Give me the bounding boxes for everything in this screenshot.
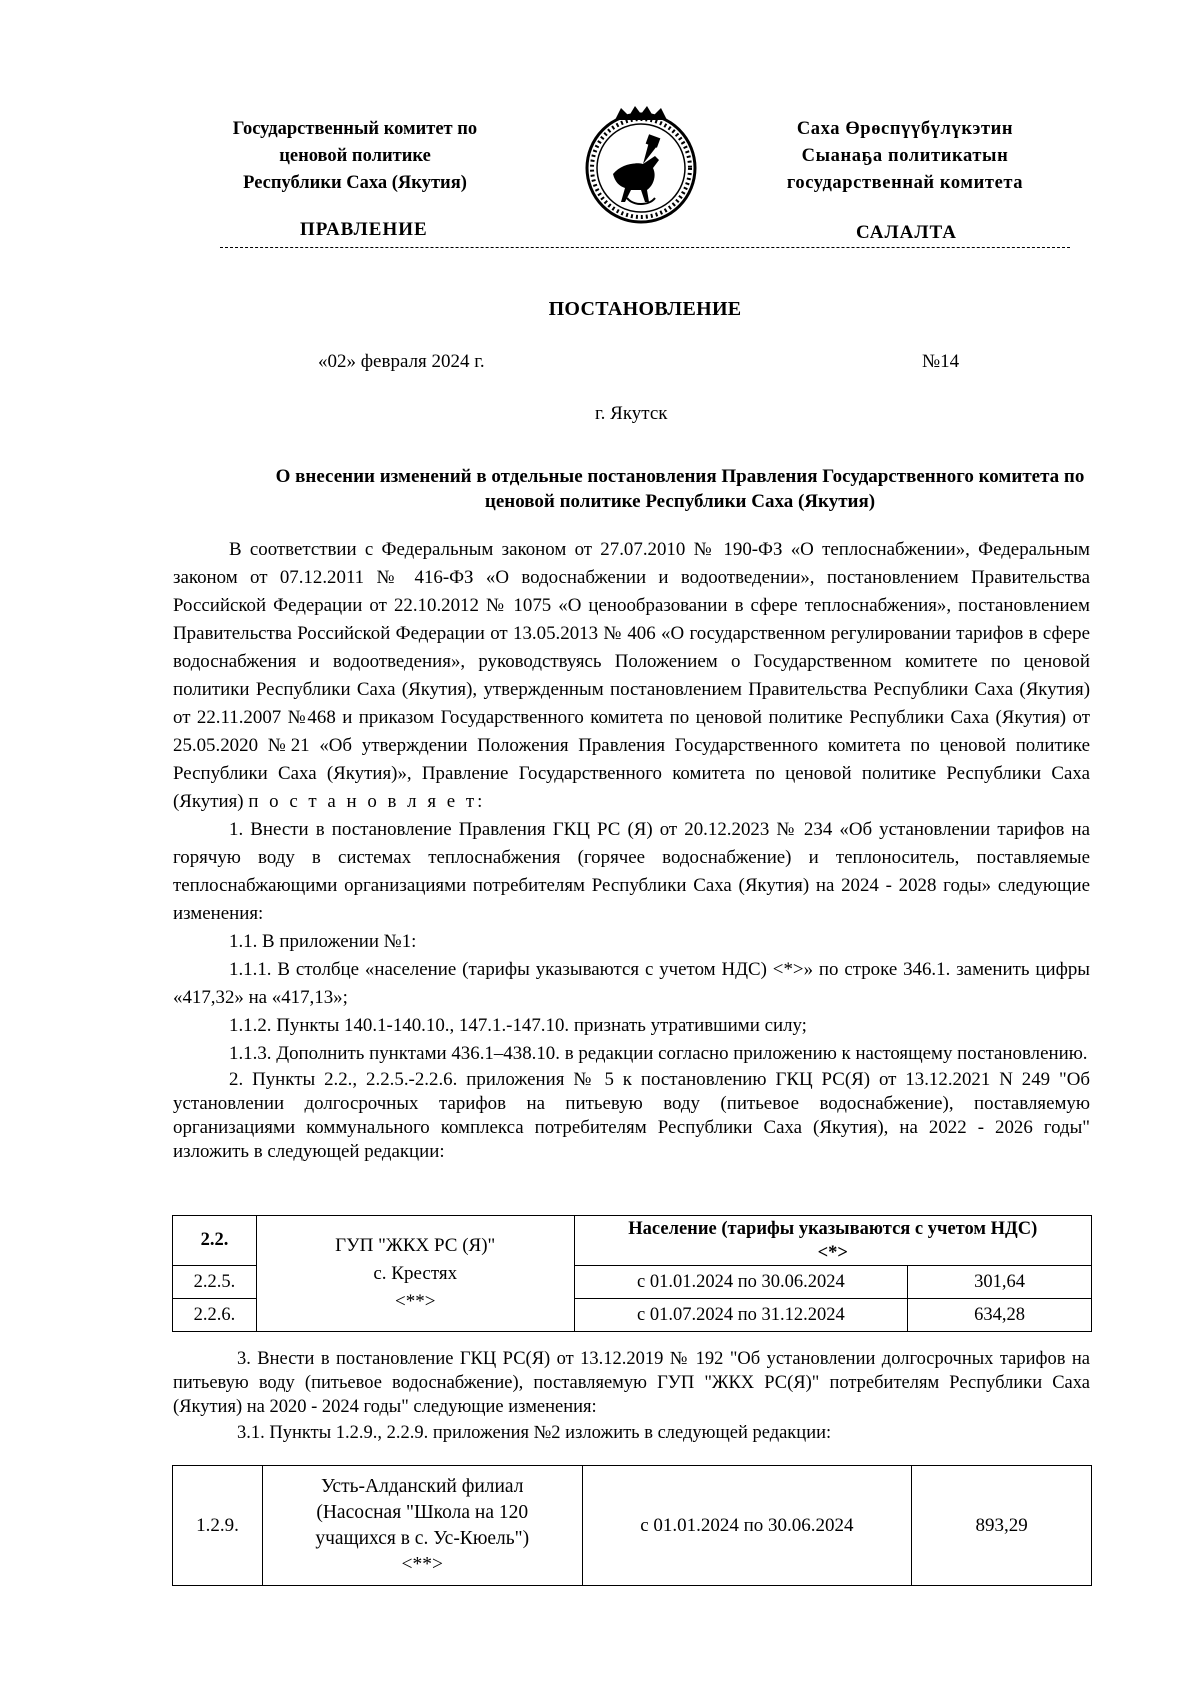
paragraph-1-1-2: 1.1.2. Пункты 140.1-140.10., 147.1.-147.10. признать утратившими силу;	[229, 1015, 807, 1036]
table2-num: 1.2.9.	[173, 1466, 263, 1586]
document-body	[173, 536, 1090, 1164]
tariff-table-2	[172, 1465, 1092, 1586]
document-number: №14	[922, 351, 960, 372]
table1-population-line-1: Население (тарифы указываются с учетом НДС)	[628, 1218, 1038, 1239]
header-left-line-3: Республики Саха (Якутия)	[243, 173, 467, 193]
table1-org-cell	[256, 1216, 574, 1332]
table-row	[173, 1466, 1092, 1586]
paragraph-1-1: 1.1. В приложении №1:	[229, 931, 417, 952]
paragraph-3-1: 3.1. Пункты 1.2.9., 2.2.9. приложения №2 изложить в следующей редакции:	[237, 1423, 832, 1443]
decree-word: п о с т а н о в л я е т:	[248, 791, 486, 812]
table1-org-line-1: ГУП "ЖКХ РС (Я)"	[335, 1234, 496, 1256]
header-left	[185, 116, 525, 197]
document-city: г. Якутск	[595, 403, 668, 424]
table1-org-line-2: с. Крестях	[373, 1262, 458, 1284]
table2-org-line-1: Усть-Алданский филиал	[320, 1475, 524, 1497]
table2-org-line-3: учащихся в с. Ус-Кюель")	[315, 1527, 530, 1549]
document-title: ПОСТАНОВЛЕНИЕ	[548, 298, 742, 320]
paragraph-2: 2. Пункты 2.2., 2.2.5.-2.2.6. приложения № 5 к постановлению ГКЦ РС(Я) от 13.12.2021 N 249 "Об установлении долгосрочных тарифов на питьевую воду (питьевое водоснабжение), поставляемую организациями коммунального комплекса потребителям Республики Саха (Якутия), на 2022 - 2026 годы" изложить в следующей редакции:	[173, 1069, 1090, 1162]
table1-row2-value: 634,28	[908, 1299, 1092, 1332]
paragraph-1-1-1: 1.1.1. В столбце «население (тарифы указываются с учетом НДС) <*>» по строке 346.1. заменить цифры «417,32» на «417,13»;	[173, 959, 1090, 1008]
tariff-table-1	[172, 1215, 1092, 1332]
table-row	[173, 1216, 1092, 1266]
header-right-line-3: государственнай комитета	[786, 173, 1024, 193]
table2-org-cell	[262, 1466, 582, 1586]
table2-org-line-2: (Насосная "Школа на 120	[316, 1501, 529, 1523]
header-right-line-2: Сыанаҕа политикатын	[801, 146, 1009, 166]
table1-row2-period: с 01.07.2024 по 31.12.2024	[574, 1299, 908, 1332]
table2-org-line-4: <**>	[401, 1553, 443, 1575]
paragraph-3: 3. Внести в постановление ГКЦ РС(Я) от 13.12.2019 № 192 "Об установлении долгосрочных тарифов на питьевую воду (питьевое водоснабжение), поставляемую ГУП "ЖКХ РС(Я)" потребителям Республики Саха (Якутия) на 2020 - 2024 годы" следующие изменения:	[173, 1349, 1090, 1417]
table1-row1-period: с 01.01.2024 по 30.06.2024	[574, 1266, 908, 1299]
document-subject: О внесении изменений в отдельные постановления Правления Государственного комитета по ценовой политике Республики Саха (Якутия)	[275, 466, 1085, 512]
table1-org-line-3: <**>	[395, 1290, 436, 1312]
table1-head-num: 2.2.	[173, 1216, 257, 1266]
paragraph-1-1-3: 1.1.3. Дополнить пунктами 436.1–438.10. в редакции согласно приложению к настоящему постановлению.	[229, 1043, 1088, 1064]
preamble-text: В соответствии с Федеральным законом от 27.07.2010 № 190-ФЗ «О теплоснабжении», Федеральным законом от 07.12.2011 № 416-ФЗ «О водоснабжении и водоотведении», постановлением Правительства Российской Федерации от 22.10.2012 № 1075 «О ценообразовании в сфере теплоснабжения», постановлением Правительства Российской Федерации от 13.05.2013 № 406 «О государственном регулировании тарифов в сфере водоснабжения и водоотведения», руководствуясь Положением о Государственном комитете по ценовой политики Республики Саха (Якутия), утвержденным постановлением Правительства Республики Саха (Якутия) от 22.11.2007 №468 и приказом Государственного комитета по ценовой политике Республики Саха (Якутия) от 25.05.2020 №21 «Об утверждении Положения Правления Государственного комитета по ценовой политике Республики Саха (Якутия)», Правление Государственного комитета по ценовой политике Республики Саха (Якутия)	[173, 539, 1090, 812]
table1-row2-num: 2.2.6.	[173, 1299, 257, 1332]
header-right	[740, 116, 1070, 197]
table1-row1-value: 301,64	[908, 1266, 1092, 1299]
header-right-line-1: Саха Өрөспүүбүлүкэтин	[796, 119, 1014, 139]
header-divider	[220, 247, 1070, 248]
table2-period: с 01.01.2024 по 30.06.2024	[582, 1466, 912, 1586]
document-date: «02» февраля 2024 г.	[318, 351, 485, 372]
paragraph-1: 1. Внести в постановление Правления ГКЦ РС (Я) от 20.12.2023 № 234 «Об установлении тарифов на горячую воду в системах теплоснабжения (горячее водоснабжение) и теплоноситель, поставляемые теплоснабжающими организациями потребителям Республики Саха (Якутия) на 2024 - 2028 годы» следующие изменения:	[173, 819, 1090, 924]
header-left-line-1: Государственный комитет по	[232, 119, 478, 139]
header-left-subtitle: ПРАВЛЕНИЕ	[300, 219, 428, 240]
header-right-subtitle: САЛАЛТА	[856, 222, 957, 243]
table1-row1-num: 2.2.5.	[173, 1266, 257, 1299]
table1-population-line-2: <*>	[817, 1242, 848, 1263]
preamble-paragraph	[173, 536, 1090, 816]
paragraph-3-block	[173, 1347, 1090, 1445]
sakha-coat-of-arms-icon	[583, 102, 699, 226]
header-left-line-2: ценовой политике	[279, 146, 431, 166]
table2-value: 893,29	[912, 1466, 1092, 1586]
table1-population-header	[574, 1216, 1091, 1266]
